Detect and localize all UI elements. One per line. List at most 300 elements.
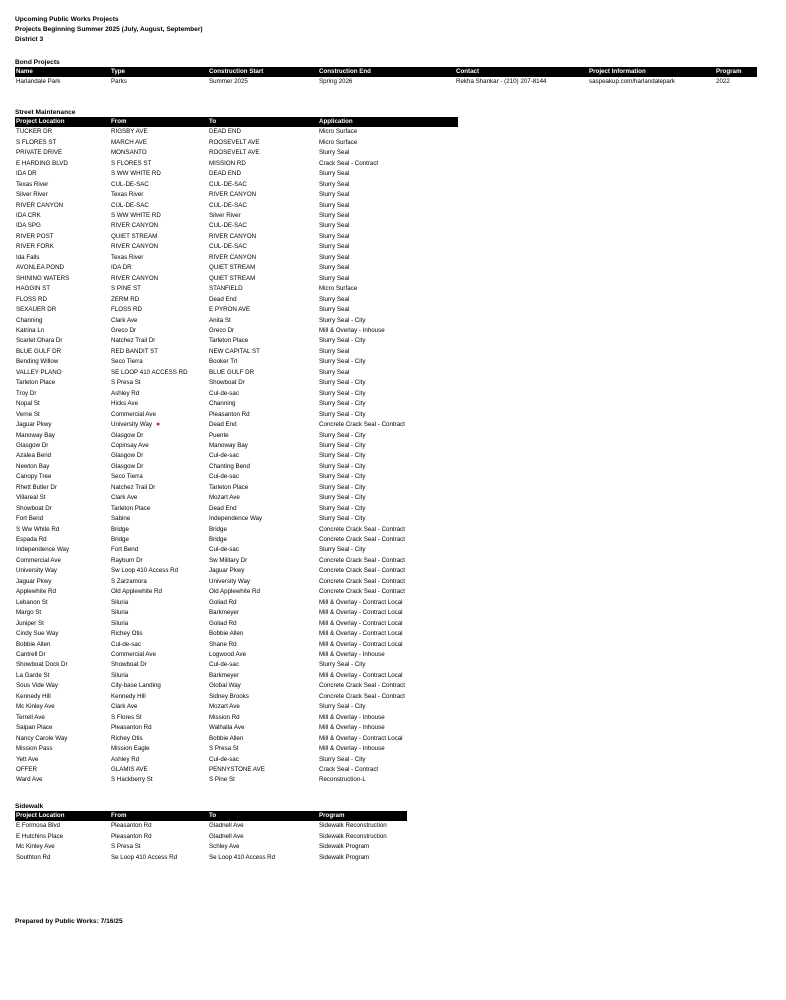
table-cell (15, 336, 111, 346)
table-cell (209, 755, 319, 765)
cell-text: Mill & Overlay - Inhouse (319, 745, 385, 753)
cell-text: Katrina Ln (16, 326, 45, 334)
cell-text: IDA CRK (16, 211, 41, 219)
street-maintenance-section-title: Street Maintenance (15, 108, 76, 116)
cell-text: Southton Rd (16, 853, 51, 861)
table-cell (111, 169, 209, 179)
cell-text: Siluria (111, 671, 129, 679)
cell-text: Slurry Seal (319, 232, 350, 240)
cell-text: Verne St (16, 410, 40, 418)
table-cell (319, 744, 458, 754)
table-cell (319, 368, 458, 378)
table-cell (15, 493, 111, 503)
table-cell (15, 232, 111, 242)
cell-text: CUL-DE-SAC (209, 243, 247, 251)
table-cell (209, 410, 319, 420)
cell-text: Slurry Seal - City (319, 755, 366, 763)
document (15, 15, 771, 863)
table-cell (209, 284, 319, 294)
table-cell (209, 629, 319, 639)
cell-text: Mission Pass (16, 745, 53, 753)
cell-text: Richey Otis (111, 630, 143, 638)
cell-text: Concrete Crack Seal - Contract (319, 556, 405, 564)
table-cell (111, 221, 209, 231)
cell-text: SHINING WATERS (16, 274, 70, 282)
cell-text: Concrete Crack Seal - Contract (319, 588, 405, 596)
table-row (15, 640, 458, 650)
table-cell (319, 148, 458, 158)
table-cell (111, 77, 209, 87)
table-cell (209, 127, 319, 137)
cell-text: Pleasanton Rd (209, 410, 250, 418)
table-cell (319, 232, 458, 242)
table-cell (111, 326, 209, 336)
table-row (15, 755, 458, 765)
table-cell (15, 842, 111, 852)
table-cell (209, 368, 319, 378)
cell-text: Slurry Seal (319, 347, 350, 355)
cell-text: Manoway Bay (209, 441, 248, 449)
cell-text: Goliad Rd (209, 619, 237, 627)
cell-text: Mozart Ave (209, 703, 240, 711)
cell-text: NEW CAPITAL ST (209, 347, 260, 355)
table-cell (209, 525, 319, 535)
cell-text: Glasgow Dr (16, 441, 49, 449)
table-cell (111, 629, 209, 639)
table-row (15, 441, 458, 451)
table-row (15, 201, 458, 211)
table-row (15, 660, 458, 670)
table-cell (15, 660, 111, 670)
cell-text: Kennedy Hill (16, 692, 51, 700)
table-cell (15, 587, 111, 597)
cell-text: Reconstruction-L (319, 776, 366, 784)
table-row (15, 180, 458, 190)
cell-text: Sidewalk Program (319, 843, 370, 851)
cell-text: Walhalla Ave (209, 724, 245, 732)
table-cell (209, 295, 319, 305)
table-row (15, 832, 407, 842)
table-cell (209, 201, 319, 211)
cell-text: Cul-de-sac (209, 755, 239, 763)
table-cell (111, 775, 209, 785)
cell-text: Rayburn Dr (111, 556, 143, 564)
table-cell (209, 556, 319, 566)
table-cell (111, 232, 209, 242)
table-cell (209, 660, 319, 670)
table-cell (15, 326, 111, 336)
table-cell (111, 545, 209, 555)
table-cell (319, 619, 458, 629)
table-row (15, 336, 458, 346)
cell-text: Copinsay Ave (111, 441, 149, 449)
table-cell (15, 201, 111, 211)
cell-text: S Presa St (209, 745, 239, 753)
table-row (15, 472, 458, 482)
cell-text: Cul-de-sac (111, 640, 141, 648)
cell-text: RIVER CANYON (111, 274, 159, 282)
cell-text: Sw Military Dr (209, 556, 248, 564)
cell-text: Slurry Seal (319, 211, 350, 219)
cell-text: ROOSEVELT AVE (209, 149, 260, 157)
table-cell (209, 274, 319, 284)
table-cell (15, 650, 111, 660)
table-cell (15, 148, 111, 158)
table-row (15, 775, 458, 785)
table-row (15, 821, 407, 831)
table-cell (319, 169, 458, 179)
cell-text: Jaguar Pkwy (209, 567, 245, 575)
table-cell (209, 316, 319, 326)
cell-text: Rhett Butler Dr (16, 483, 57, 491)
cell-text: Mill & Overlay - Contract Local (319, 598, 403, 606)
table-cell (15, 357, 111, 367)
cell-text: Slurry Seal - City (319, 473, 366, 481)
table-cell (111, 702, 209, 712)
table-cell (15, 190, 111, 200)
table-cell (209, 483, 319, 493)
table-row (15, 587, 458, 597)
table-cell (111, 504, 209, 514)
cell-text: Villareal St (16, 494, 46, 502)
table-cell (15, 347, 111, 357)
table-cell (456, 77, 589, 87)
table-row (15, 744, 458, 754)
table-cell (209, 640, 319, 650)
table-cell (209, 169, 319, 179)
table-row (15, 713, 458, 723)
table-cell (111, 253, 209, 263)
table-cell (15, 619, 111, 629)
table-cell (15, 242, 111, 252)
table-cell (15, 378, 111, 388)
table-row (15, 305, 458, 315)
table-cell (111, 180, 209, 190)
cell-text: Mill & Overlay - Inhouse (319, 651, 385, 659)
table-row (15, 242, 458, 252)
cell-text: Independence Way (209, 515, 263, 523)
table-cell (111, 389, 209, 399)
cell-text: Summer 2025 (209, 78, 248, 86)
table-cell (111, 138, 209, 148)
table-cell (15, 577, 111, 587)
table-cell (589, 77, 716, 87)
cell-text: Cul-de-sac (209, 452, 239, 460)
table-cell (111, 399, 209, 409)
table-row (15, 525, 458, 535)
cell-text: Dead End (209, 295, 237, 303)
cell-text: E PYRON AVE (209, 306, 251, 314)
table-cell (111, 493, 209, 503)
table-cell (111, 410, 209, 420)
cell-text: Parks (111, 78, 127, 86)
cell-text: RIVER CANYON (209, 253, 257, 261)
cell-text: QUIET STREAM (209, 264, 256, 272)
table-cell (319, 431, 458, 441)
cell-text: RED BANDIT ST (111, 347, 158, 355)
cell-text: OFFER (16, 766, 37, 773)
table-cell (209, 545, 319, 555)
cell-text: Booker Trl (209, 358, 238, 366)
cell-text: Hicks Ave (111, 400, 139, 408)
table-row (15, 514, 458, 524)
table-cell (15, 441, 111, 451)
cell-text: La Garde St (16, 671, 50, 679)
table-row (15, 723, 458, 733)
cell-text: Micro Surface (319, 128, 358, 136)
table-cell (111, 368, 209, 378)
cell-text: RIGSBY AVE (111, 128, 148, 136)
cell-text: Mc Kinley Ave (16, 843, 55, 851)
cell-text: Jaguar Pkwy (16, 421, 52, 429)
cell-text: Commercial Ave (16, 556, 61, 564)
table-cell (111, 274, 209, 284)
cell-text: Mc Kinley Ave (16, 703, 55, 711)
table-cell (319, 587, 458, 597)
table-cell (209, 420, 319, 430)
table-cell (111, 148, 209, 158)
table-cell (209, 180, 319, 190)
cell-text: Cul-de-sac (209, 389, 239, 397)
table-cell (319, 566, 458, 576)
cell-text: Slurry Seal (319, 264, 350, 272)
cell-text: Manoway Bay (16, 431, 55, 439)
table-row (15, 566, 458, 576)
cell-text: ZERM RD (111, 295, 140, 303)
cell-text: Slurry Seal (319, 295, 350, 303)
table-row (15, 274, 458, 284)
table-cell (319, 201, 458, 211)
cell-text: Nancy Carole Way (16, 734, 68, 742)
table-cell (111, 431, 209, 441)
table-cell (319, 242, 458, 252)
table-cell (111, 734, 209, 744)
cell-text: Barkmeyer (209, 671, 239, 679)
cell-text: QUIET STREAM (111, 232, 158, 240)
table-row (15, 347, 458, 357)
table-row (15, 556, 458, 566)
table-cell (319, 692, 458, 702)
cell-text: Slurry Seal (319, 170, 350, 178)
table-row (15, 138, 458, 148)
cell-text: Fort Bend (16, 515, 44, 523)
table-cell (15, 253, 111, 263)
table-cell (209, 326, 319, 336)
table-cell (209, 347, 319, 357)
cell-text: PRIVATE DRIVE (16, 149, 63, 157)
table-row (15, 410, 458, 420)
cell-text: Slurry Seal - City (319, 452, 366, 460)
table-cell (319, 853, 407, 863)
table-cell (319, 598, 458, 608)
cell-text: Bobbie Allen (16, 640, 51, 648)
table-row (15, 734, 458, 744)
table-cell (209, 431, 319, 441)
table-cell (15, 629, 111, 639)
cell-text: Mill & Overlay - Contract Local (319, 734, 403, 742)
table-cell (15, 483, 111, 493)
table-cell (111, 650, 209, 660)
cell-text: VALLEY PLANO (16, 368, 62, 376)
table-cell (209, 853, 319, 863)
table-cell (319, 253, 458, 263)
cell-text: Slurry Seal (319, 306, 350, 314)
cell-text: Slurry Seal (319, 222, 350, 230)
cell-text: Slurry Seal - City (319, 379, 366, 387)
table-cell (111, 451, 209, 461)
table-cell (319, 545, 458, 555)
cell-text: DEAD END (209, 128, 241, 136)
table-cell (15, 295, 111, 305)
table-cell (319, 389, 458, 399)
cell-text: Slurry Seal - City (319, 410, 366, 418)
table-row (15, 389, 458, 399)
table-cell (111, 420, 209, 430)
table-cell (209, 305, 319, 315)
cell-text: CUL-DE-SAC (209, 201, 247, 209)
table-cell (319, 629, 458, 639)
table-cell (15, 504, 111, 514)
table-cell (319, 755, 458, 765)
table-cell (209, 587, 319, 597)
table-cell (209, 514, 319, 524)
cell-text: Natchez Trail Dr (111, 337, 156, 345)
cell-text: Bridge (111, 525, 129, 533)
cell-text: IDA DR (16, 170, 37, 178)
cell-text: Dead End (209, 504, 237, 512)
table-cell (319, 316, 458, 326)
cell-text: CUL-DE-SAC (209, 180, 247, 188)
table-cell (111, 681, 209, 691)
table-cell (319, 326, 458, 336)
table-cell (319, 832, 407, 842)
cell-text: Slurry Seal - City (319, 337, 366, 345)
table-cell (111, 535, 209, 545)
cell-text: Mill & Overlay - Contract Local (319, 630, 403, 638)
cell-text: Se Loop 410 Access Rd (209, 853, 276, 861)
table-cell (319, 493, 458, 503)
table-cell (15, 832, 111, 842)
cell-text: BLUE GULF DR (209, 368, 255, 376)
table-cell (111, 619, 209, 629)
table-cell (15, 462, 111, 472)
cell-text: Greco Dr (111, 326, 137, 334)
table-cell (319, 295, 458, 305)
cell-text: Jaguar Pkwy (16, 577, 52, 585)
cell-text: University Way (209, 577, 251, 585)
street-maintenance-table (15, 117, 458, 786)
table-row (15, 316, 458, 326)
table-cell (15, 535, 111, 545)
table-cell (209, 832, 319, 842)
table-cell (15, 566, 111, 576)
table-cell (319, 441, 458, 451)
cell-text: 2022 (716, 78, 730, 86)
table-cell (111, 242, 209, 252)
table-row (15, 629, 458, 639)
table-cell (15, 274, 111, 284)
table-row (15, 535, 458, 545)
cell-text: Cantrell Dr (16, 651, 46, 659)
table-cell (319, 671, 458, 681)
cell-text: Scarlet Ohara Dr (16, 337, 63, 345)
table-cell (15, 556, 111, 566)
cell-text: Mill & Overlay - Contract Local (319, 640, 403, 648)
table-cell (209, 493, 319, 503)
table-cell (111, 316, 209, 326)
table-cell (111, 462, 209, 472)
cell-text: Troy Dr (16, 389, 37, 397)
table-row (15, 263, 458, 273)
cell-text: Tarleton Place (209, 337, 249, 345)
cell-text: Silver River (209, 211, 241, 219)
table-cell (111, 305, 209, 315)
table-cell (319, 483, 458, 493)
table-cell (209, 775, 319, 785)
table-cell (111, 608, 209, 618)
cell-text: Showboat Dock Dr (16, 661, 68, 669)
cell-text: Concrete Crack Seal - Contract (319, 567, 405, 575)
table-cell (15, 755, 111, 765)
cell-text: Slurry Seal - City (319, 400, 366, 408)
table-cell (15, 775, 111, 785)
cell-text: Mission Rd (209, 713, 240, 721)
cell-text: CUL-DE-SAC (111, 180, 149, 188)
cell-text: Juniper St (16, 619, 44, 627)
table-cell (319, 608, 458, 618)
table-cell (15, 671, 111, 681)
table-cell (209, 232, 319, 242)
table-row (15, 598, 458, 608)
cell-text: Slurry Seal - City (319, 546, 366, 554)
cell-text: saspeakup.com/harlandalepark (589, 78, 675, 86)
cell-text: QUIET STREAM (209, 274, 256, 282)
cell-text: Cindy Sue Way (16, 630, 59, 638)
table-cell (319, 305, 458, 315)
table-cell (209, 253, 319, 263)
cell-text: Slurry Seal - City (319, 483, 366, 491)
cell-text: Old Applewhite Rd (111, 588, 162, 596)
table-cell (319, 211, 458, 221)
table-cell (15, 211, 111, 221)
table-cell (111, 336, 209, 346)
cell-text: Sous Vide Way (16, 682, 58, 690)
table-row (15, 77, 757, 87)
table-cell (209, 692, 319, 702)
table-row (15, 650, 458, 660)
cell-text: Cul-de-sac (209, 473, 239, 481)
cell-text: Sidney Brooks (209, 692, 249, 700)
cell-text: Greco Dr (209, 326, 235, 334)
table-cell (111, 378, 209, 388)
table-row (15, 451, 458, 461)
cell-text: Goliad Rd (209, 598, 237, 606)
table-cell (209, 566, 319, 576)
table-row (15, 148, 458, 158)
cell-text: RIVER CANYON (111, 222, 159, 230)
table-cell (319, 378, 458, 388)
table-cell (209, 535, 319, 545)
cell-text: Ida Falls (16, 253, 40, 261)
table-cell (319, 702, 458, 712)
cell-text: Natchez Trail Dr (111, 483, 156, 491)
table-cell (319, 263, 458, 273)
cell-text: Mozart Ave (209, 494, 240, 502)
red-dot-marker: ● (156, 421, 161, 429)
table-cell (209, 577, 319, 587)
table-cell (319, 336, 458, 346)
table-cell (111, 201, 209, 211)
